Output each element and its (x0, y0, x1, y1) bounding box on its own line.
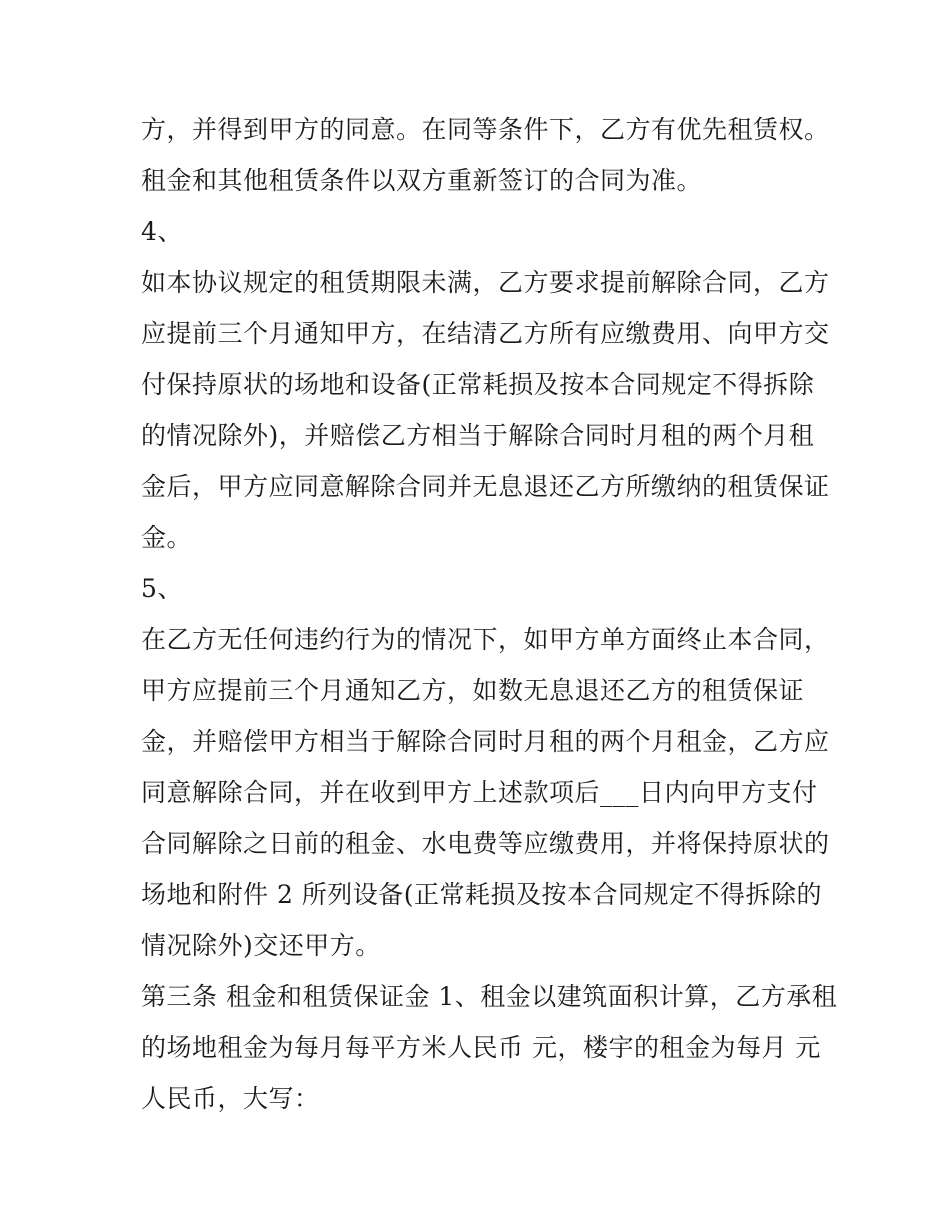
text-line-13: 金，并赔偿甲方相当于解除合同时月租的两个月租金，乙方应 (141, 727, 830, 756)
text-line-15: 合同解除之日前的租金、水电费等应缴费用，并将保持原状的 (141, 829, 830, 858)
text-line-6: 付保持原状的场地和设备(正常耗损及按本合同规定不得拆除 (141, 370, 815, 399)
document-body (141, 104, 838, 1124)
text-line-16: 场地和附件 2 所列设备(正常耗损及按本合同规定不得拆除的 (141, 880, 823, 909)
text-line-4: 如本协议规定的租赁期限未满，乙方要求提前解除合同，乙方 (141, 268, 830, 297)
text-line-12: 甲方应提前三个月通知乙方，如数无息退还乙方的租赁保证 (141, 676, 805, 705)
text-line-2: 租金和其他租赁条件以双方重新签订的合同为准。 (141, 166, 703, 195)
text-line-17: 情况除外)交还甲方。 (141, 931, 381, 960)
text-line-11: 在乙方无任何违约行为的情况下，如甲方单方面终止本合同， (141, 625, 830, 654)
text-line-20: 人民币，大写： (141, 1084, 320, 1113)
article-three-heading-line: 第三条 租金和租赁保证金 1、租金以建筑面积计算，乙方承租 (141, 982, 838, 1011)
text-line-5: 应提前三个月通知甲方，在结清乙方所有应缴费用、向甲方交 (141, 319, 830, 348)
text-line-1: 方，并得到甲方的同意。在同等条件下，乙方有优先租赁权。 (141, 115, 830, 144)
text-line-7: 的情况除外)，并赔偿乙方相当于解除合同时月租的两个月租 (141, 421, 815, 450)
text-line-9: 金。 (141, 523, 193, 552)
clause-number-5: 5、 (141, 574, 183, 603)
clause-number-4: 4、 (141, 217, 183, 246)
text-line-19: 的场地租金为每月每平方米人民币 元，楼宇的租金为每月 元 (141, 1033, 821, 1062)
text-line-14: 同意解除合同，并在收到甲方上述款项后___日内向甲方支付 (141, 778, 818, 807)
text-line-8: 金后，甲方应同意解除合同并无息退还乙方所缴纳的租赁保证 (141, 472, 830, 501)
